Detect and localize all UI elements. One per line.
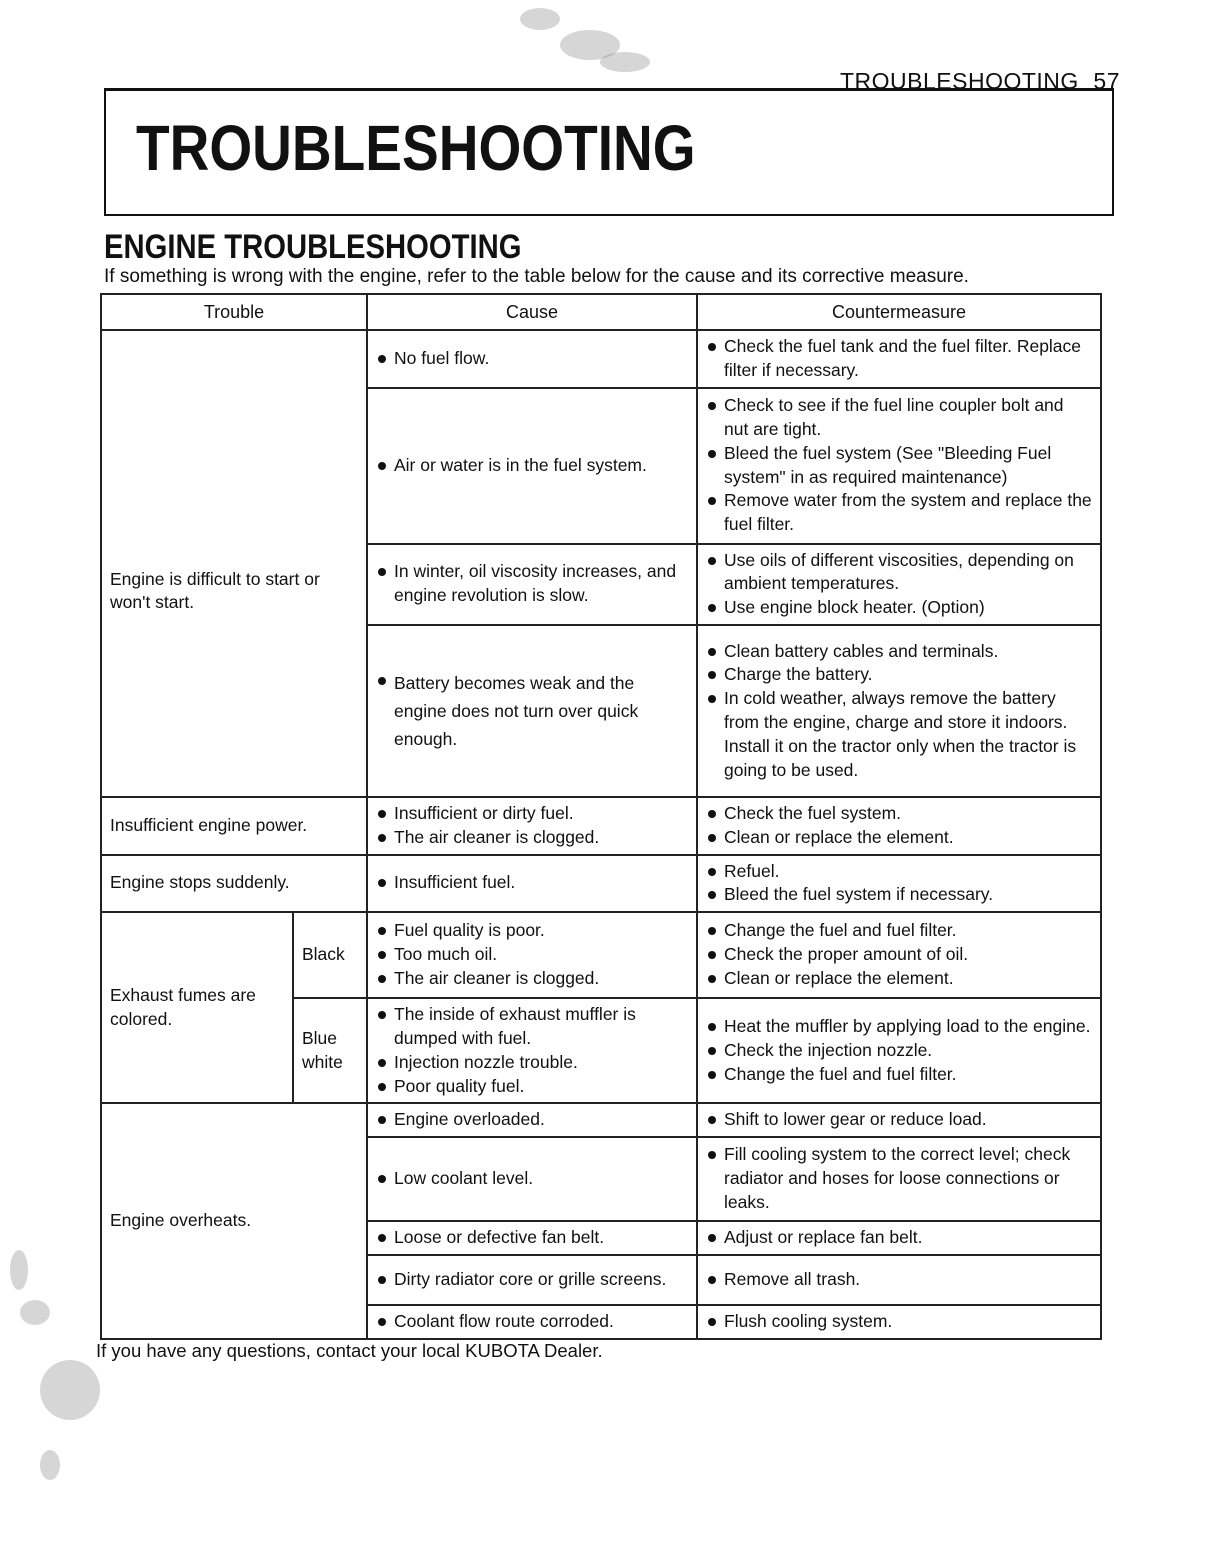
measure-cell xyxy=(697,625,1101,797)
measure-item: Bleed the fuel system if necessary. xyxy=(706,883,1092,907)
cause-cell xyxy=(367,388,697,544)
section-title: ENGINE TROUBLESHOOTING xyxy=(104,228,522,266)
cause-cell xyxy=(367,1103,697,1137)
trouble-cell: Exhaust fumes are colored. xyxy=(101,912,293,1103)
cause-cell xyxy=(367,998,697,1103)
measure-item: Check the fuel tank and the fuel filter. Replace filter if necessary. xyxy=(706,335,1092,383)
measure-cell xyxy=(697,1305,1101,1339)
table-row xyxy=(101,855,1101,913)
cause-item: Insufficient or dirty fuel. xyxy=(376,802,688,826)
trouble-cell: Engine stops suddenly. xyxy=(101,855,367,913)
measure-item: Flush cooling system. xyxy=(706,1310,1092,1334)
measure-item: Clean or replace the element. xyxy=(706,967,1092,991)
measure-item: Check the proper amount of oil. xyxy=(706,943,1092,967)
table-header-row xyxy=(101,294,1101,330)
cause-cell xyxy=(367,330,697,388)
cause-item: Battery becomes weak and the engine does not turn over quick enough. xyxy=(376,669,688,753)
cause-item: Too much oil. xyxy=(376,943,688,967)
header-cause: Cause xyxy=(367,294,697,330)
measure-item: Check the fuel system. xyxy=(706,802,1092,826)
measure-item: Fill cooling system to the correct level; check radiator and hoses for loose connections or leaks. xyxy=(706,1143,1092,1214)
measure-cell xyxy=(697,998,1101,1103)
measure-item: Use oils of different viscosities, depending on ambient temperatures. xyxy=(706,549,1092,597)
trouble-cell: Insufficient engine power. xyxy=(101,797,367,855)
measure-item: Adjust or replace fan belt. xyxy=(706,1226,1092,1250)
measure-item: In cold weather, always remove the battery from the engine, charge and store it indoors. Install it on the tractor only when the tractor is going to be used. xyxy=(706,687,1092,782)
cause-cell xyxy=(367,1137,697,1221)
cause-item: The inside of exhaust muffler is dumped with fuel. xyxy=(376,1003,688,1051)
footer-note: If you have any questions, contact your local KUBOTA Dealer. xyxy=(96,1340,603,1361)
header-trouble: Trouble xyxy=(101,294,367,330)
measure-item: Clean or replace the element. xyxy=(706,826,1092,850)
header-countermeasure: Countermeasure xyxy=(697,294,1101,330)
measure-cell xyxy=(697,388,1101,544)
cause-item: Injection nozzle trouble. xyxy=(376,1051,688,1075)
cause-cell xyxy=(367,797,697,855)
cause-item: Loose or defective fan belt. xyxy=(376,1226,688,1250)
cause-item: Dirty radiator core or grille screens. xyxy=(376,1268,688,1292)
cause-item: Air or water is in the fuel system. xyxy=(376,454,688,478)
measure-item: Clean battery cables and terminals. xyxy=(706,640,1092,664)
measure-item: Remove water from the system and replace the fuel filter. xyxy=(706,489,1092,537)
measure-cell xyxy=(697,1221,1101,1255)
measure-cell xyxy=(697,1137,1101,1221)
measure-item: Heat the muffler by applying load to the engine. xyxy=(706,1015,1092,1039)
troubleshooting-table xyxy=(100,293,1102,1340)
cause-item: No fuel flow. xyxy=(376,347,688,371)
page-title: TROUBLESHOOTING xyxy=(136,112,696,184)
table-row xyxy=(101,912,1101,998)
cause-item: Fuel quality is poor. xyxy=(376,919,688,943)
cause-cell xyxy=(367,625,697,797)
measure-item: Charge the battery. xyxy=(706,663,1092,687)
measure-cell xyxy=(697,912,1101,998)
measure-cell xyxy=(697,797,1101,855)
cause-item: Engine overloaded. xyxy=(376,1108,688,1132)
trouble-cell: Engine overheats. xyxy=(101,1103,367,1339)
cause-cell xyxy=(367,1305,697,1339)
measure-item: Refuel. xyxy=(706,860,1092,884)
table-row xyxy=(101,797,1101,855)
cause-item: Low coolant level. xyxy=(376,1167,688,1191)
measure-cell xyxy=(697,1255,1101,1305)
cause-item: The air cleaner is clogged. xyxy=(376,826,688,850)
measure-cell xyxy=(697,855,1101,913)
trouble-cell: Engine is difficult to start or won't start. xyxy=(101,330,367,797)
measure-item: Shift to lower gear or reduce load. xyxy=(706,1108,1092,1132)
measure-item: Use engine block heater. (Option) xyxy=(706,596,1092,620)
cause-item: Coolant flow route corroded. xyxy=(376,1310,688,1334)
measure-item: Check to see if the fuel line coupler bolt and nut are tight. xyxy=(706,394,1092,442)
cause-cell xyxy=(367,544,697,625)
color-cell: Black xyxy=(293,912,367,998)
measure-cell xyxy=(697,330,1101,388)
cause-item: Poor quality fuel. xyxy=(376,1075,688,1099)
table-row xyxy=(101,1103,1101,1137)
measure-item: Remove all trash. xyxy=(706,1268,1092,1292)
table-row xyxy=(101,330,1101,388)
measure-item: Change the fuel and fuel filter. xyxy=(706,919,1092,943)
measure-cell xyxy=(697,544,1101,625)
cause-cell xyxy=(367,1221,697,1255)
measure-cell xyxy=(697,1103,1101,1137)
cause-cell xyxy=(367,912,697,998)
cause-cell xyxy=(367,855,697,913)
running-header-title: TROUBLESHOOTING xyxy=(840,68,1079,94)
cause-item: The air cleaner is clogged. xyxy=(376,967,688,991)
title-box xyxy=(104,88,1114,216)
cause-item: In winter, oil viscosity increases, and engine revolution is slow. xyxy=(376,560,688,608)
page-number: 57 xyxy=(1093,68,1120,94)
cause-cell xyxy=(367,1255,697,1305)
intro-text: If something is wrong with the engine, refer to the table below for the cause and its corrective measure. xyxy=(104,266,969,287)
color-cell: Blue white xyxy=(293,998,367,1103)
measure-item: Check the injection nozzle. xyxy=(706,1039,1092,1063)
measure-item: Change the fuel and fuel filter. xyxy=(706,1063,1092,1087)
measure-item: Bleed the fuel system (See "Bleeding Fuel system" in as required maintenance) xyxy=(706,442,1092,490)
cause-item: Insufficient fuel. xyxy=(376,871,688,895)
